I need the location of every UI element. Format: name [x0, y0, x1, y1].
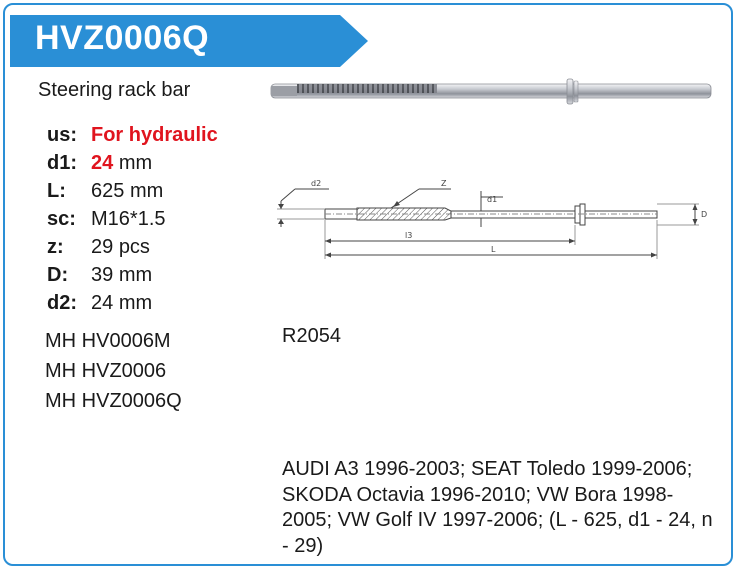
spec-value: M16*1.5 — [91, 208, 166, 230]
drawing-label-d1: d1 — [487, 195, 498, 204]
spec-unit: pcs — [118, 236, 150, 258]
spec-key: L: — [47, 180, 66, 202]
drawing-label-d2: d2 — [311, 179, 322, 188]
spec-value: 24 — [91, 152, 114, 174]
drawing-label-l3: l3 — [405, 231, 413, 240]
technical-drawing — [273, 175, 713, 265]
spec-unit: mm — [118, 292, 153, 314]
spec-unit: mm — [118, 152, 153, 174]
vehicle-applications: AUDI A3 1996-2003; SEAT Toledo 1999-2006; SKODA Octavia 1996-2010; VW Bora 1998-2005; VW Golf IV 1997-2006; (L - 625, d1 - 24, n - 29) — [282, 458, 713, 557]
spec-key: us: — [47, 124, 77, 146]
spec-key: z: — [47, 236, 64, 258]
spec-key: d1: — [47, 152, 77, 174]
spec-value: 39 — [91, 264, 114, 286]
spec-key: d2: — [47, 292, 77, 314]
spec-key: D: — [47, 264, 69, 286]
cross-ref-item: MH HVZ0006 — [45, 360, 167, 382]
spec-unit: mm — [129, 180, 164, 202]
rack-bar-photo — [267, 73, 715, 113]
spec-value: For hydraulic — [91, 124, 218, 146]
drawing-label-L: L — [491, 245, 496, 254]
product-name: Steering rack bar — [38, 79, 191, 101]
product-code: HVZ0006Q — [35, 19, 210, 57]
spec-value: 29 — [91, 236, 114, 258]
drawing-label-z: Z — [441, 179, 447, 188]
product-card — [3, 3, 733, 566]
drawing-label-D: D — [701, 210, 708, 219]
cross-ref-item: MH HVZ0006Q — [45, 390, 182, 412]
oem-reference: R2054 — [282, 325, 341, 347]
cross-reference-list — [45, 326, 182, 416]
spec-key: sc: — [47, 208, 76, 230]
spec-unit: mm — [118, 264, 153, 286]
spec-value: 625 — [91, 180, 125, 202]
spec-value: 24 — [91, 292, 114, 314]
cross-ref-item: MH HV0006M — [45, 330, 171, 352]
